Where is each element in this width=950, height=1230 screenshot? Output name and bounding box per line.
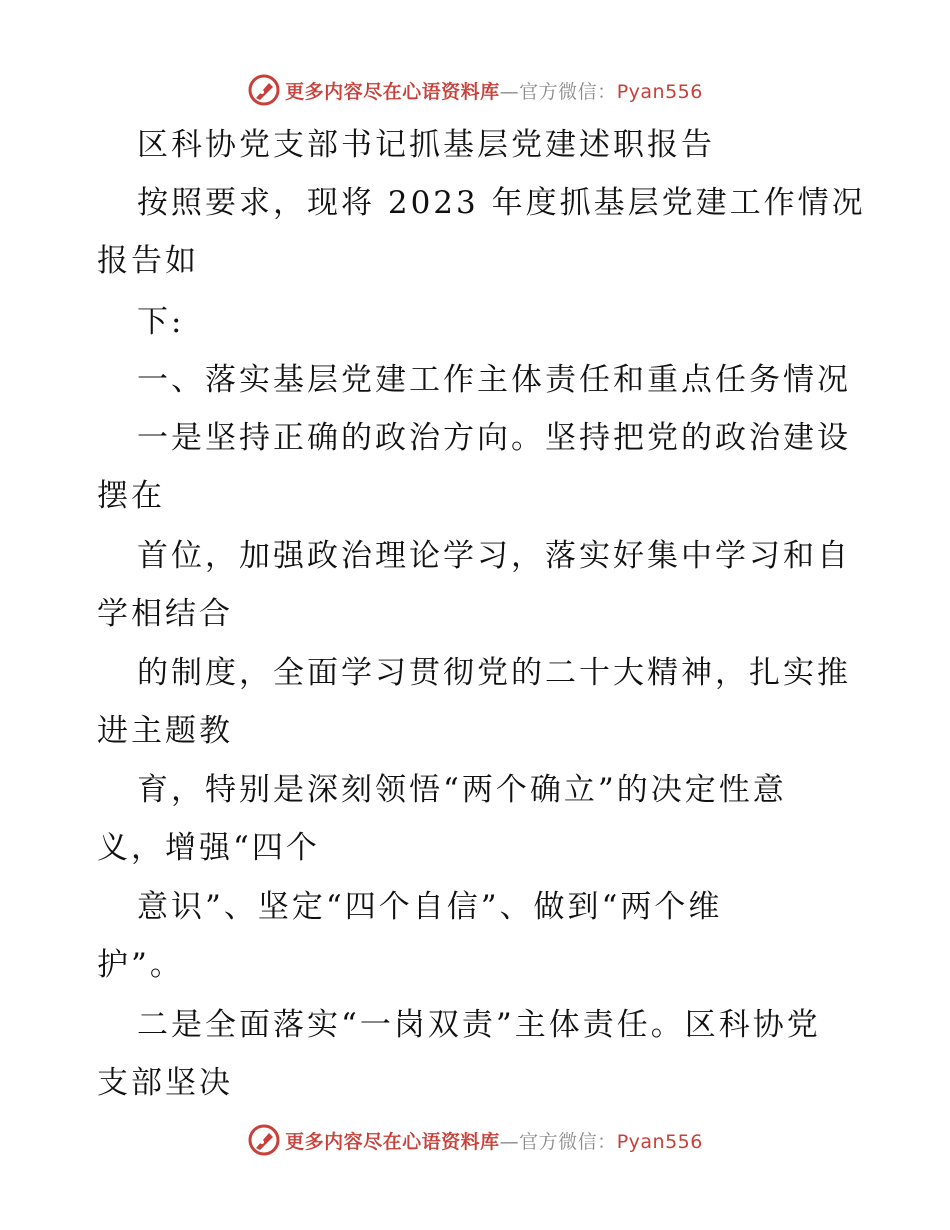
- watermark-main: 更多内容尽在心语资料库: [285, 80, 500, 103]
- doc-line: 护”。: [97, 947, 184, 983]
- watermark-banner-top: [0, 70, 950, 110]
- watermark-text: [285, 1127, 703, 1154]
- doc-line: 一是坚持正确的政治方向。坚持把党的政治建设: [137, 420, 851, 456]
- doc-line: 义，增强“四个: [97, 830, 320, 866]
- watermark-account: Pyan556: [616, 1130, 703, 1153]
- doc-line: 按照要求，现将 2023 年度抓基层党建工作情况: [137, 185, 866, 221]
- doc-line: 二是全面落实“一岗双责”主体责任。区科协党: [137, 1007, 821, 1043]
- doc-line: 下:: [137, 304, 185, 340]
- doc-line: 意识”、坚定“四个自信”、做到“两个维: [137, 889, 723, 925]
- watermark-text: [285, 77, 703, 104]
- watermark-banner-bottom: [0, 1120, 950, 1160]
- doc-line: 首位，加强政治理论学习，落实好集中学习和自: [137, 538, 851, 574]
- doc-title: 区科协党支部书记抓基层党建述职报告: [137, 127, 715, 163]
- section-heading: 一、落实基层党建工作主体责任和重点任务情况: [137, 362, 851, 398]
- doc-line: 报告如: [97, 243, 199, 279]
- doc-line: 学相结合: [97, 596, 233, 632]
- watermark-label: 官方微信：: [519, 1130, 617, 1153]
- watermark-main: 更多内容尽在心语资料库: [285, 1130, 500, 1153]
- doc-line: 摆在: [97, 478, 165, 514]
- doc-line: 的制度，全面学习贯彻党的二十大精神，扎实推: [137, 655, 851, 691]
- watermark-label: 官方微信：: [519, 80, 617, 103]
- watermark-separator: —: [499, 1130, 520, 1153]
- watermark-account: Pyan556: [616, 80, 703, 103]
- pen-nib-logo-icon: [247, 1123, 281, 1157]
- doc-line: 育，特别是深刻领悟“两个确立”的决定性意: [137, 772, 787, 808]
- doc-line: 进主题教: [97, 713, 233, 749]
- pen-nib-logo-icon: [247, 73, 281, 107]
- doc-line: 支部坚决: [97, 1065, 233, 1101]
- watermark-separator: —: [499, 80, 520, 103]
